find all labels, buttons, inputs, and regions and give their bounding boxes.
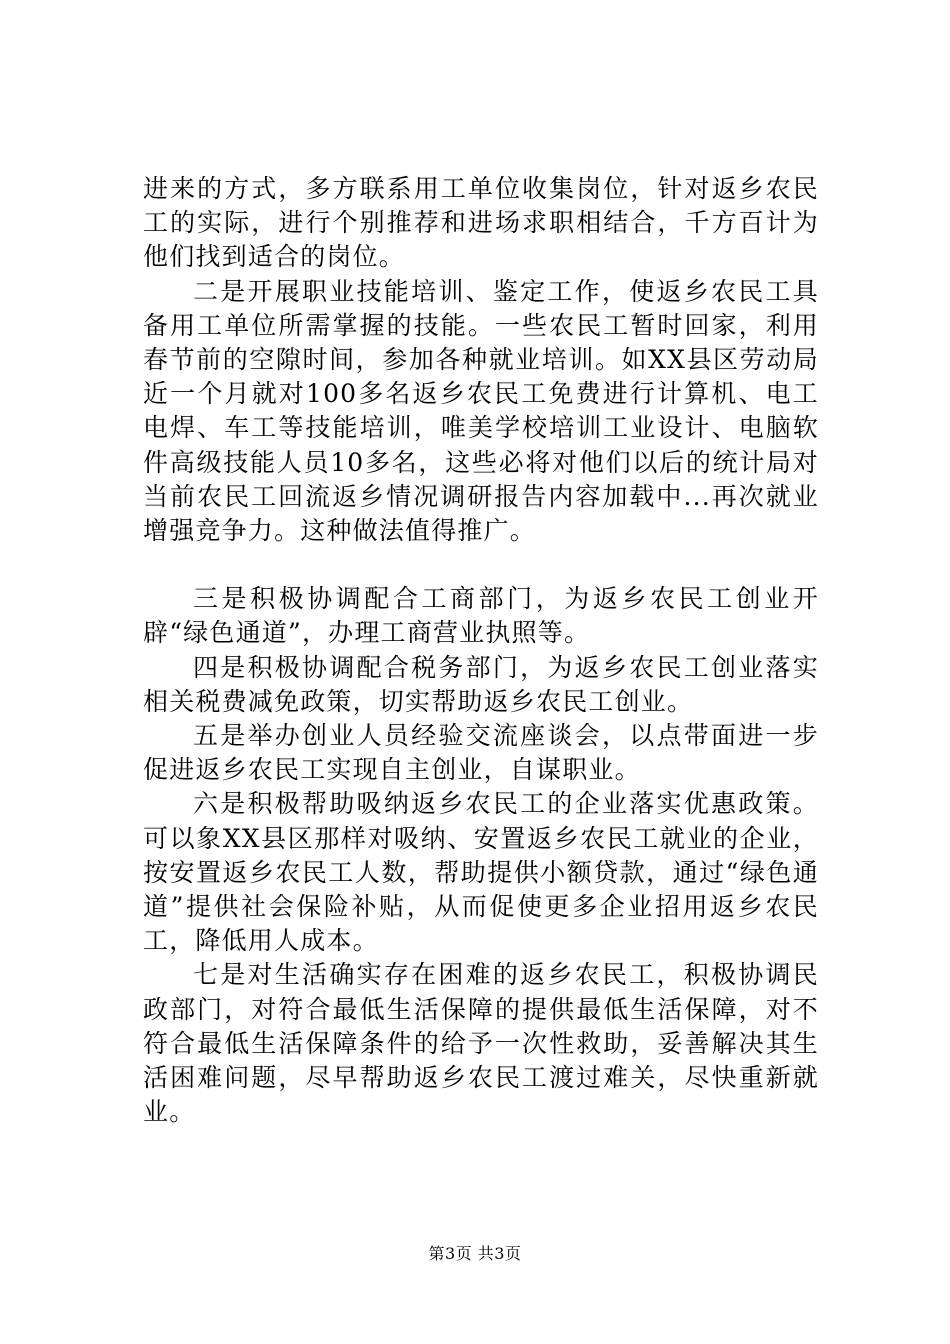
paragraph-item-2: 二是开展职业技能培训、鉴定工作，使返乡农民工具备用工单位所需掌握的技能。一些农民工暂时回家，利用春节前的空隙时间，参加各种就业培训。如XX县区劳动局近一个月就对100多名返乡农民工免费进行计算机、电工电焊、车工等技能培训，唯美学校培训工业设计、电脑软件高级技能人员10多名，这些必将对他们以后的统计局对当前农民工回流返乡情况调研报告内容加载中...再次就业增强竞争力。这种做法值得推广。 (143, 276, 819, 546)
paragraph-continuation: 进来的方式，多方联系用工单位收集岗位，针对返乡农民工的实际，进行个别推荐和进场求职相结合，千方百计为他们找到适合的岗位。 (143, 174, 819, 272)
paragraph-item-3: 三是积极协调配合工商部门，为返乡农民工创业开辟“绿色通道”，办理工商营业执照等。 (143, 584, 819, 648)
paragraph-item-7: 七是对生活确实存在困难的返乡农民工，积极协调民政部门，对符合最低生活保障的提供最低生活保障，对不符合最低生活保障条件的给予一次性救助，妥善解决其生活困难问题，尽早帮助返乡农民工渡过难关，尽快重新就业。 (143, 960, 819, 1127)
page-footer: 第3页 共3页 (428, 1244, 522, 1263)
paragraph-item-5: 五是举办创业人员经验交流座谈会，以点带面进一步促进返乡农民工实现自主创业，自谋职业。 (143, 721, 819, 785)
paragraph-gap (143, 548, 819, 582)
paragraph-item-4: 四是积极协调配合税务部门，为返乡农民工创业落实相关税费减免政策，切实帮助返乡农民工创业。 (143, 652, 819, 716)
paragraph-item-6: 六是积极帮助吸纳返乡农民工的企业落实优惠政策。可以象XX县区那样对吸纳、安置返乡农民工就业的企业，按安置返乡农民工人数，帮助提供小额贷款，通过“绿色通道”提供社会保险补贴，从而促使更多企业招用返乡农民工，降低用人成本。 (143, 789, 819, 956)
document-body (143, 172, 819, 1129)
